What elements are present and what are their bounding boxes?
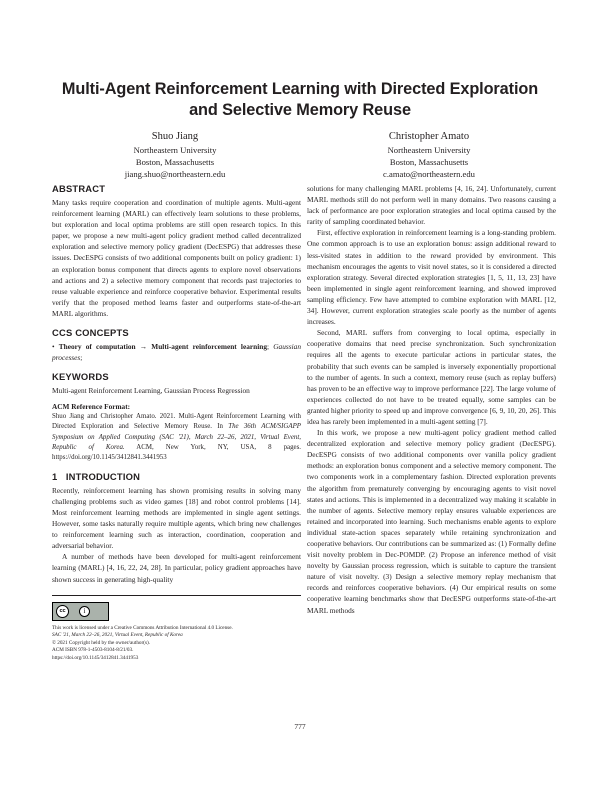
author-location: Boston, Massachusetts (135, 157, 215, 167)
right-paragraph-1: solutions for many challenging MARL problems [4, 16, 24]. Unfortunately, current MARL methods still do not perform well in many domains. Two reasons causing a lack of performance are poor exploration strategies and local optima caused by the rarity of sampling coordinated behavior. (307, 184, 556, 227)
left-column (52, 183, 301, 663)
author-name: Christopher Amato (388, 131, 470, 142)
keywords-heading: KEYWORDS (52, 371, 109, 383)
reference-plain-2[interactable]: ACM, New York, NY, USA, 8 pages. https://doi.org/10.1145/3412841.3441953 (52, 443, 301, 461)
right-paragraph-3: Second, MARL suffers from converging to local optima, especially in cooperative domains that need precise synchronization. Such synchronization requires all the agents to execute particular actions in particular states, the probability that such events can be sampled is inversely exponentially proportional to the number of agents. In such a context, memory reuse (such as replay buffers) has proven to be an effective way to improve performance [22]. The large volume of experiences collected do not have to be treated equally, some samples can be granted higher priority to speed up and improve convergence [6, 9, 10, 20, 26]. This idea has rarely been implemented in a multi-agent setting [7]. (307, 328, 556, 426)
ccs-bullet: • (52, 342, 55, 352)
author-location: Boston, Massachusetts (389, 157, 469, 167)
license-venue (52, 632, 301, 640)
reference-plain-1: Shuo Jiang and Christopher Amato. 2021. Multi-Agent Reinforcement Learning with Directed Exploration and Selective Memory Reuse. In (52, 413, 301, 431)
cc-icon: cc (56, 605, 69, 618)
license-footnote (52, 625, 301, 663)
intro-paragraph-2: A number of methods have been developed for multi-agent reinforcement learning (MARL) [4, 16, 22, 24, 28]. In particular, policy gradient approaches have shown success in generating high-quality (52, 552, 301, 584)
license-doi[interactable]: https://doi.org/10.1145/3412841.3441953 (52, 655, 139, 661)
attribution-icon: i (79, 606, 90, 617)
license-venue-text: SAC '21, March 22–26, 2021, Virtual Event, Republic of Korea (52, 632, 183, 639)
introduction-heading: 1 INTRODUCTION (52, 470, 141, 482)
author-affiliation: Northeastern University (387, 145, 471, 155)
license-copyright: © 2021 Copyright held by the owner/author(s). (52, 639, 151, 646)
footnote-divider (52, 595, 301, 596)
reference-format-text (52, 412, 301, 462)
title-line-2: and Selective Memory Reuse (189, 101, 411, 119)
paper-title (30, 79, 570, 121)
creative-commons-badge[interactable] (52, 602, 109, 621)
author-block-2 (319, 130, 539, 180)
ccs-separator: ; (267, 342, 274, 352)
ccs-heading: CCS CONCEPTS (52, 327, 129, 339)
ccs-concept-primary: Theory of computation → Multi-agent reinforcement learning (58, 342, 268, 352)
title-line-1: Multi-Agent Reinforcement Learning with Directed Exploration (61, 80, 539, 98)
intro-paragraph-1: Recently, reinforcement learning has shown promising results in solving many challenging problems such as video games [18] and robot control problems [14]. Most reinforcement learning methods are implemented in single agent settings. However, some tasks naturally require multiple agents, which bring new challenges to reinforcement learning such as interaction, coordination, cooperation and adversarial behavior. (52, 485, 301, 551)
author-name: Shuo Jiang (151, 131, 199, 142)
reference-venue: The 36th ACM/SIGAPP Symposium on Applied Computing (SAC '21), March 22–26, 2021, Virtual Event, Republic of Korea. (52, 423, 301, 451)
ccs-concept-secondary: Gaussian processes (52, 342, 301, 363)
page-number: 777 (294, 722, 306, 731)
author-email: jiang.shuo@northeastern.edu (124, 169, 226, 179)
right-paragraph-2: First, effective exploration in reinforcement learning is a long-standing problem. One common approach is to use an exploration bonus: assign additional reward to less-visited states in addition to the reward provided by environment. This mechanism encourages the agents to visit novel states, so it is considered a directed exploration strategy. Several directed exploration strategies [1, 5, 11, 13, 23] have been implemented in single agent reinforcement learning, and showed improved sampling efficiency. Few have attempted to combine exploration with MARL [12, 34]. However, current exploration strategies scale poorly as the number of agents increases. (307, 228, 556, 327)
abstract-text: Many tasks require cooperation and coordination of multiple agents. Multi-agent reinforcement learning (MARL) can effectively learn solutions to these problems, but exploration and local optima problems are still open research topics. In this paper, we propose a new multi-agent policy gradient method called decentralized exploration and selective memory policy gradient (DecESPG) that addresses these issues. DecESPG consists of two additional components built on policy gradient: 1) an exploration bonus component that directs agents to explore novel observations and actions and 2) a selective memory component that records past trajectories to reuse valuable experience and reinforce cooperative behavior. Experimental results verify that the proposed method learns faster and outperforms state-of-the-art MARL algorithms. (52, 198, 301, 318)
ccs-end: ; (80, 353, 83, 363)
reference-format-heading: ACM Reference Format: (52, 402, 131, 412)
right-paragraph-4: In this work, we propose a new multi-agent policy gradient method called decentralized exploration and selective memory policy gradient (DecESPG). DecESPG consists of two additional components over vanilla policy gradient methods: an exploration bonus component and a selective memory component. The two components work in a complementary fashion. Directed exploration prevents the algorithm from prematurely converging by encouraging agents to visit novel states and actions. This is implemented in a decentralized way making it scalable in the number of agents. Selective memory replay ensures valuable experiences are retained and incorporated into learning. Such mechanisms enable agents to explore individual state-action spaces separately while retaining synchronization and cooperative behaviors. Our contributions can be summarized as: (1) Formally define visit novelty problem in Dec-POMDP. (2) Propose an inference method of visit novelty by Gaussian process regression, which is suitable to capture the transient nature of visit novelty. (3) Design a selective memory replay mechanism that records and reinforces cooperative behaviors. (4) Our empirical results on some cooperative learning benchmarks show that DecESPG outperforms state-of-the-art MARL methods (307, 428, 556, 615)
keywords-text: Multi-agent Reinforcement Learning, Gaussian Process Regression (52, 386, 250, 396)
abstract-heading: ABSTRACT (52, 183, 106, 194)
ccs-concepts (52, 341, 301, 363)
license-isbn: ACM ISBN 978-1-4503-8104-8/21/03. (52, 647, 134, 654)
right-column (307, 183, 556, 616)
author-block-1 (65, 130, 285, 180)
author-affiliation: Northeastern University (133, 145, 217, 155)
author-email: c.amato@northeastern.edu (383, 169, 475, 179)
license-statement: This work is licensed under a Creative Commons Attribution International 4.0 License. (52, 624, 233, 631)
